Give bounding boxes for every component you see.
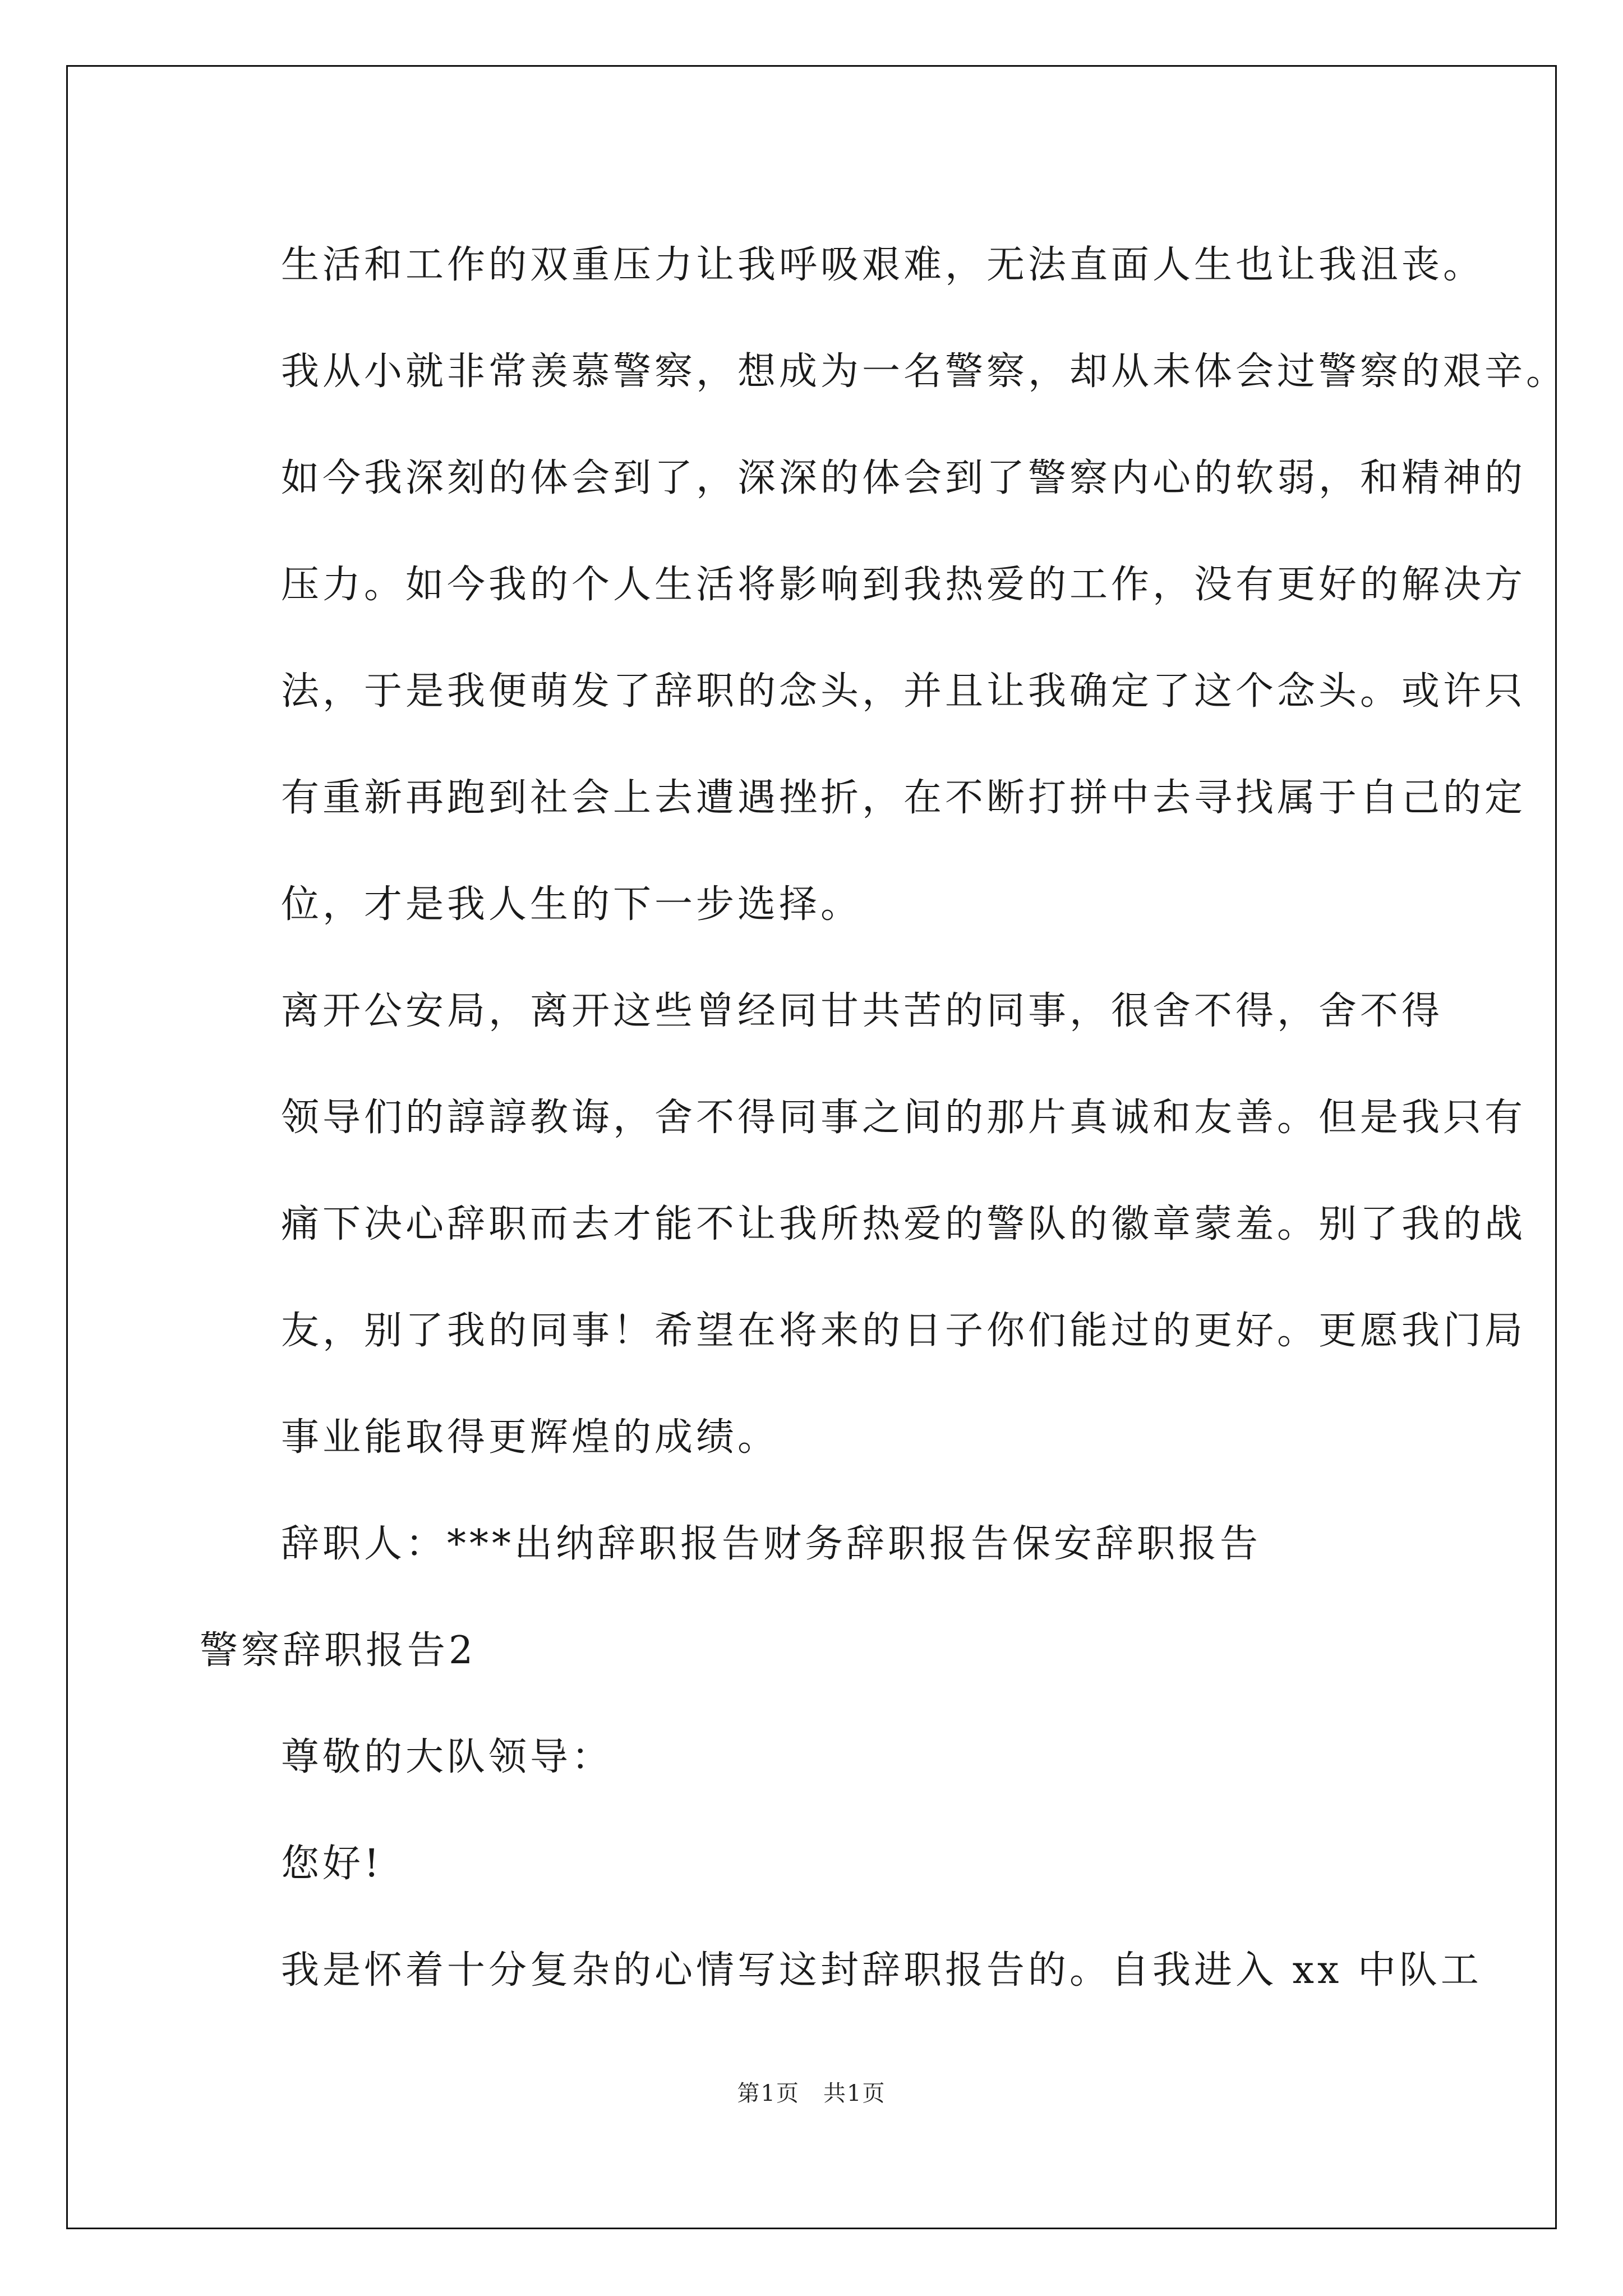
text-line: 位，才是我人生的下一步选择。 bbox=[281, 882, 863, 927]
text-line: 生活和工作的双重压力让我呼吸艰难，无法直面人生也让我沮丧。 bbox=[281, 243, 1485, 287]
text-line: 事业能取得更辉煌的成绩。 bbox=[281, 1415, 780, 1460]
text-line: 友，别了我的同事！希望在将来的日子你们能过的更好。更愿我门局 bbox=[281, 1309, 1527, 1353]
text-line: 痛下决心辞职而去才能不让我所热爱的警队的徽章蒙羞。别了我的战 bbox=[281, 1202, 1527, 1246]
paragraph bbox=[200, 1917, 1482, 2024]
text-line: 辞职人：***出纳辞职报告财务辞职报告保安辞职报告 bbox=[281, 1522, 1262, 1566]
text-line: 法，于是我便萌发了辞职的念头，并且让我确定了这个念头。或许只 bbox=[281, 669, 1527, 714]
paragraph bbox=[200, 1704, 1433, 1811]
text-line: 领导们的諄諄教诲，舍不得同事之间的那片真诚和友善。但是我只有 bbox=[281, 1096, 1527, 1140]
text-line: 离开公安局，离开这些曾经同甘共苦的同事，很舍不得，舍不得 bbox=[281, 989, 1444, 1033]
text-line: 尊敬的大队领导： bbox=[281, 1735, 614, 1779]
page-footer: 第1页 共1页 bbox=[737, 2081, 886, 2106]
text-line: 您好! bbox=[281, 1842, 383, 1886]
paragraph bbox=[200, 958, 1527, 1491]
paragraph bbox=[200, 1598, 1433, 1704]
text-line: 我从小就非常羡慕警察，想成为一名警察，却从未体会过警察的艰辛。 bbox=[281, 349, 1568, 394]
paragraph bbox=[200, 1811, 1433, 1917]
paragraph bbox=[200, 1491, 1433, 1598]
document-body bbox=[200, 212, 1568, 2024]
text-line: 警察辞职报告2 bbox=[200, 1628, 477, 1673]
text-line: 压力。如今我的个人生活将影响到我热爱的工作，没有更好的解决方 bbox=[281, 563, 1527, 607]
text-line: 如今我深刻的体会到了，深深的体会到了警察内心的软弱，和精神的 bbox=[281, 456, 1527, 500]
text-line: 我是怀着十分复杂的心情写这封辞职报告的。自我进入 xx 中队工 bbox=[281, 1948, 1482, 1993]
text-line: 有重新再跑到社会上去遭遇挫折，在不断打拼中去寻找属于自己的定 bbox=[281, 776, 1527, 820]
paragraph bbox=[200, 212, 1568, 958]
